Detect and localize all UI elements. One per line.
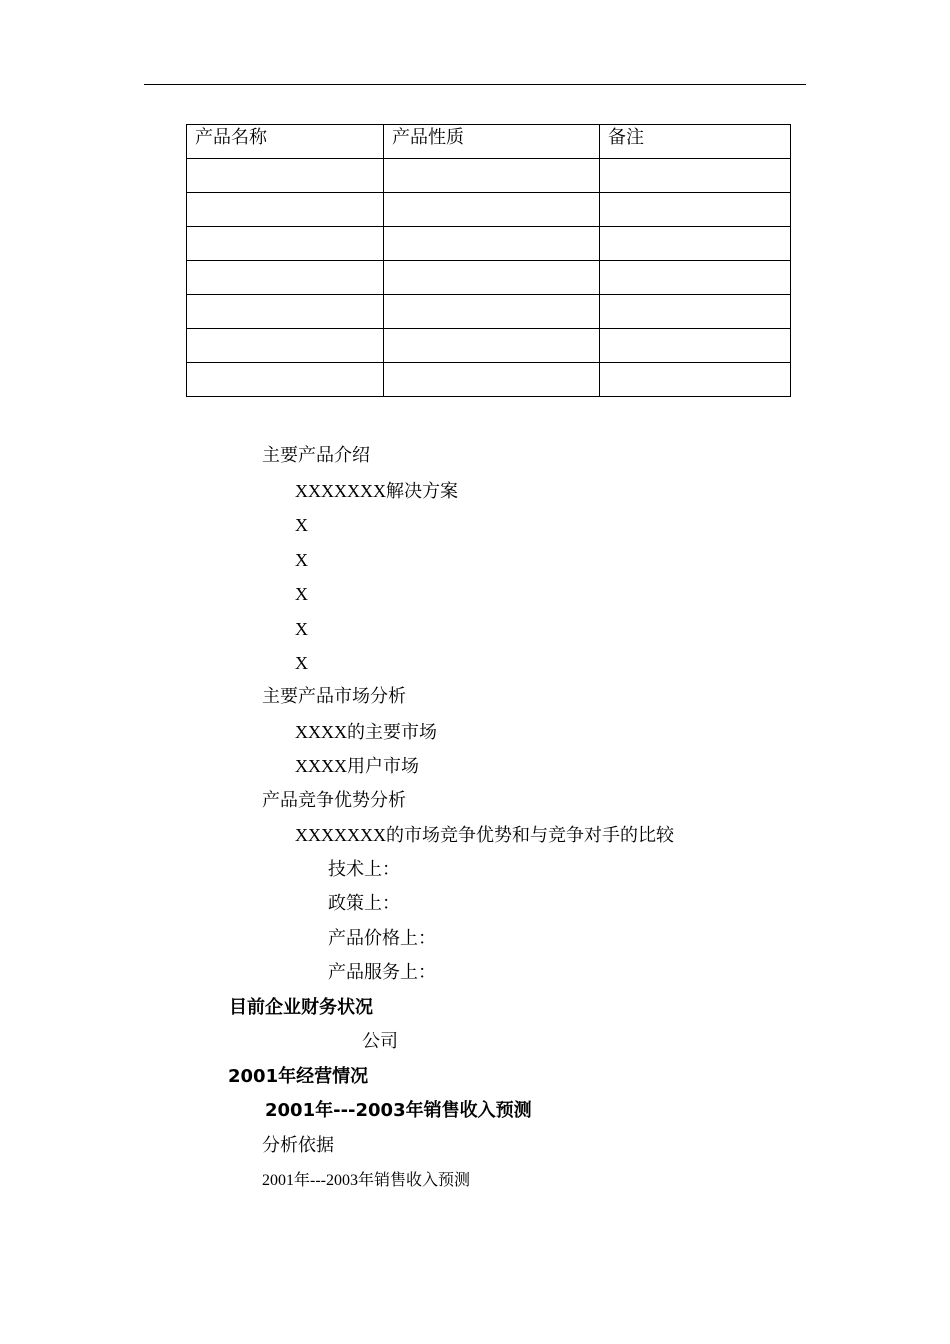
list-item: X	[295, 619, 308, 639]
table-cell	[187, 329, 384, 363]
table-cell	[384, 295, 600, 329]
table-header-row	[187, 125, 791, 159]
company-line: 公司	[362, 1031, 398, 1052]
market-analysis-heading: 主要产品市场分析	[262, 686, 406, 707]
table-cell	[187, 363, 384, 397]
table-row	[187, 329, 791, 363]
service-line: 产品服务上：	[328, 962, 436, 983]
table-cell	[384, 363, 600, 397]
header-remarks: 备注	[600, 125, 791, 159]
table-row	[187, 261, 791, 295]
list-item: X	[295, 653, 308, 673]
table-cell	[187, 295, 384, 329]
table-cell	[384, 193, 600, 227]
table-cell	[600, 193, 791, 227]
list-item: X	[295, 584, 308, 604]
table-cell	[187, 261, 384, 295]
table-cell	[384, 159, 600, 193]
list-item: X	[295, 550, 308, 570]
table-cell	[384, 227, 600, 261]
product-table	[186, 124, 791, 397]
table-row	[187, 295, 791, 329]
table-cell	[600, 295, 791, 329]
table-cell	[384, 329, 600, 363]
table-cell	[600, 159, 791, 193]
table-cell	[187, 159, 384, 193]
main-market-line: XXXX的主要市场	[295, 722, 437, 742]
table-cell	[384, 261, 600, 295]
price-line: 产品价格上：	[328, 928, 436, 949]
product-table-body	[187, 125, 791, 397]
table-row	[187, 193, 791, 227]
forecast-heading: 2001年---2003年销售收入预测	[265, 1100, 532, 1121]
competition-heading: 产品竞争优势分析	[262, 790, 406, 811]
table-cell	[600, 261, 791, 295]
table-row	[187, 227, 791, 261]
table-row	[187, 159, 791, 193]
policy-line: 政策上：	[328, 893, 400, 914]
solution-line: XXXXXXX解决方案	[295, 481, 458, 501]
product-intro-heading: 主要产品介绍	[262, 445, 370, 466]
forecast-caption: 2001年---2003年销售收入预测	[262, 1172, 470, 1189]
header-rule	[144, 84, 806, 85]
technology-line: 技术上：	[328, 859, 400, 880]
list-item: X	[295, 515, 308, 535]
table-cell	[600, 363, 791, 397]
operations-2001-heading: 2001年经营情况	[228, 1066, 369, 1087]
table-cell	[187, 193, 384, 227]
user-market-line: XXXX用户市场	[295, 756, 419, 776]
analysis-basis-line: 分析依据	[262, 1135, 334, 1156]
table-cell	[600, 329, 791, 363]
finance-heading: 目前企业财务状况	[229, 997, 373, 1018]
competition-comparison-line: XXXXXXX的市场竞争优势和与竞争对手的比较	[295, 825, 674, 845]
table-cell	[600, 227, 791, 261]
header-product-name: 产品名称	[187, 125, 384, 159]
table-cell	[187, 227, 384, 261]
table-row	[187, 363, 791, 397]
header-product-nature: 产品性质	[384, 125, 600, 159]
